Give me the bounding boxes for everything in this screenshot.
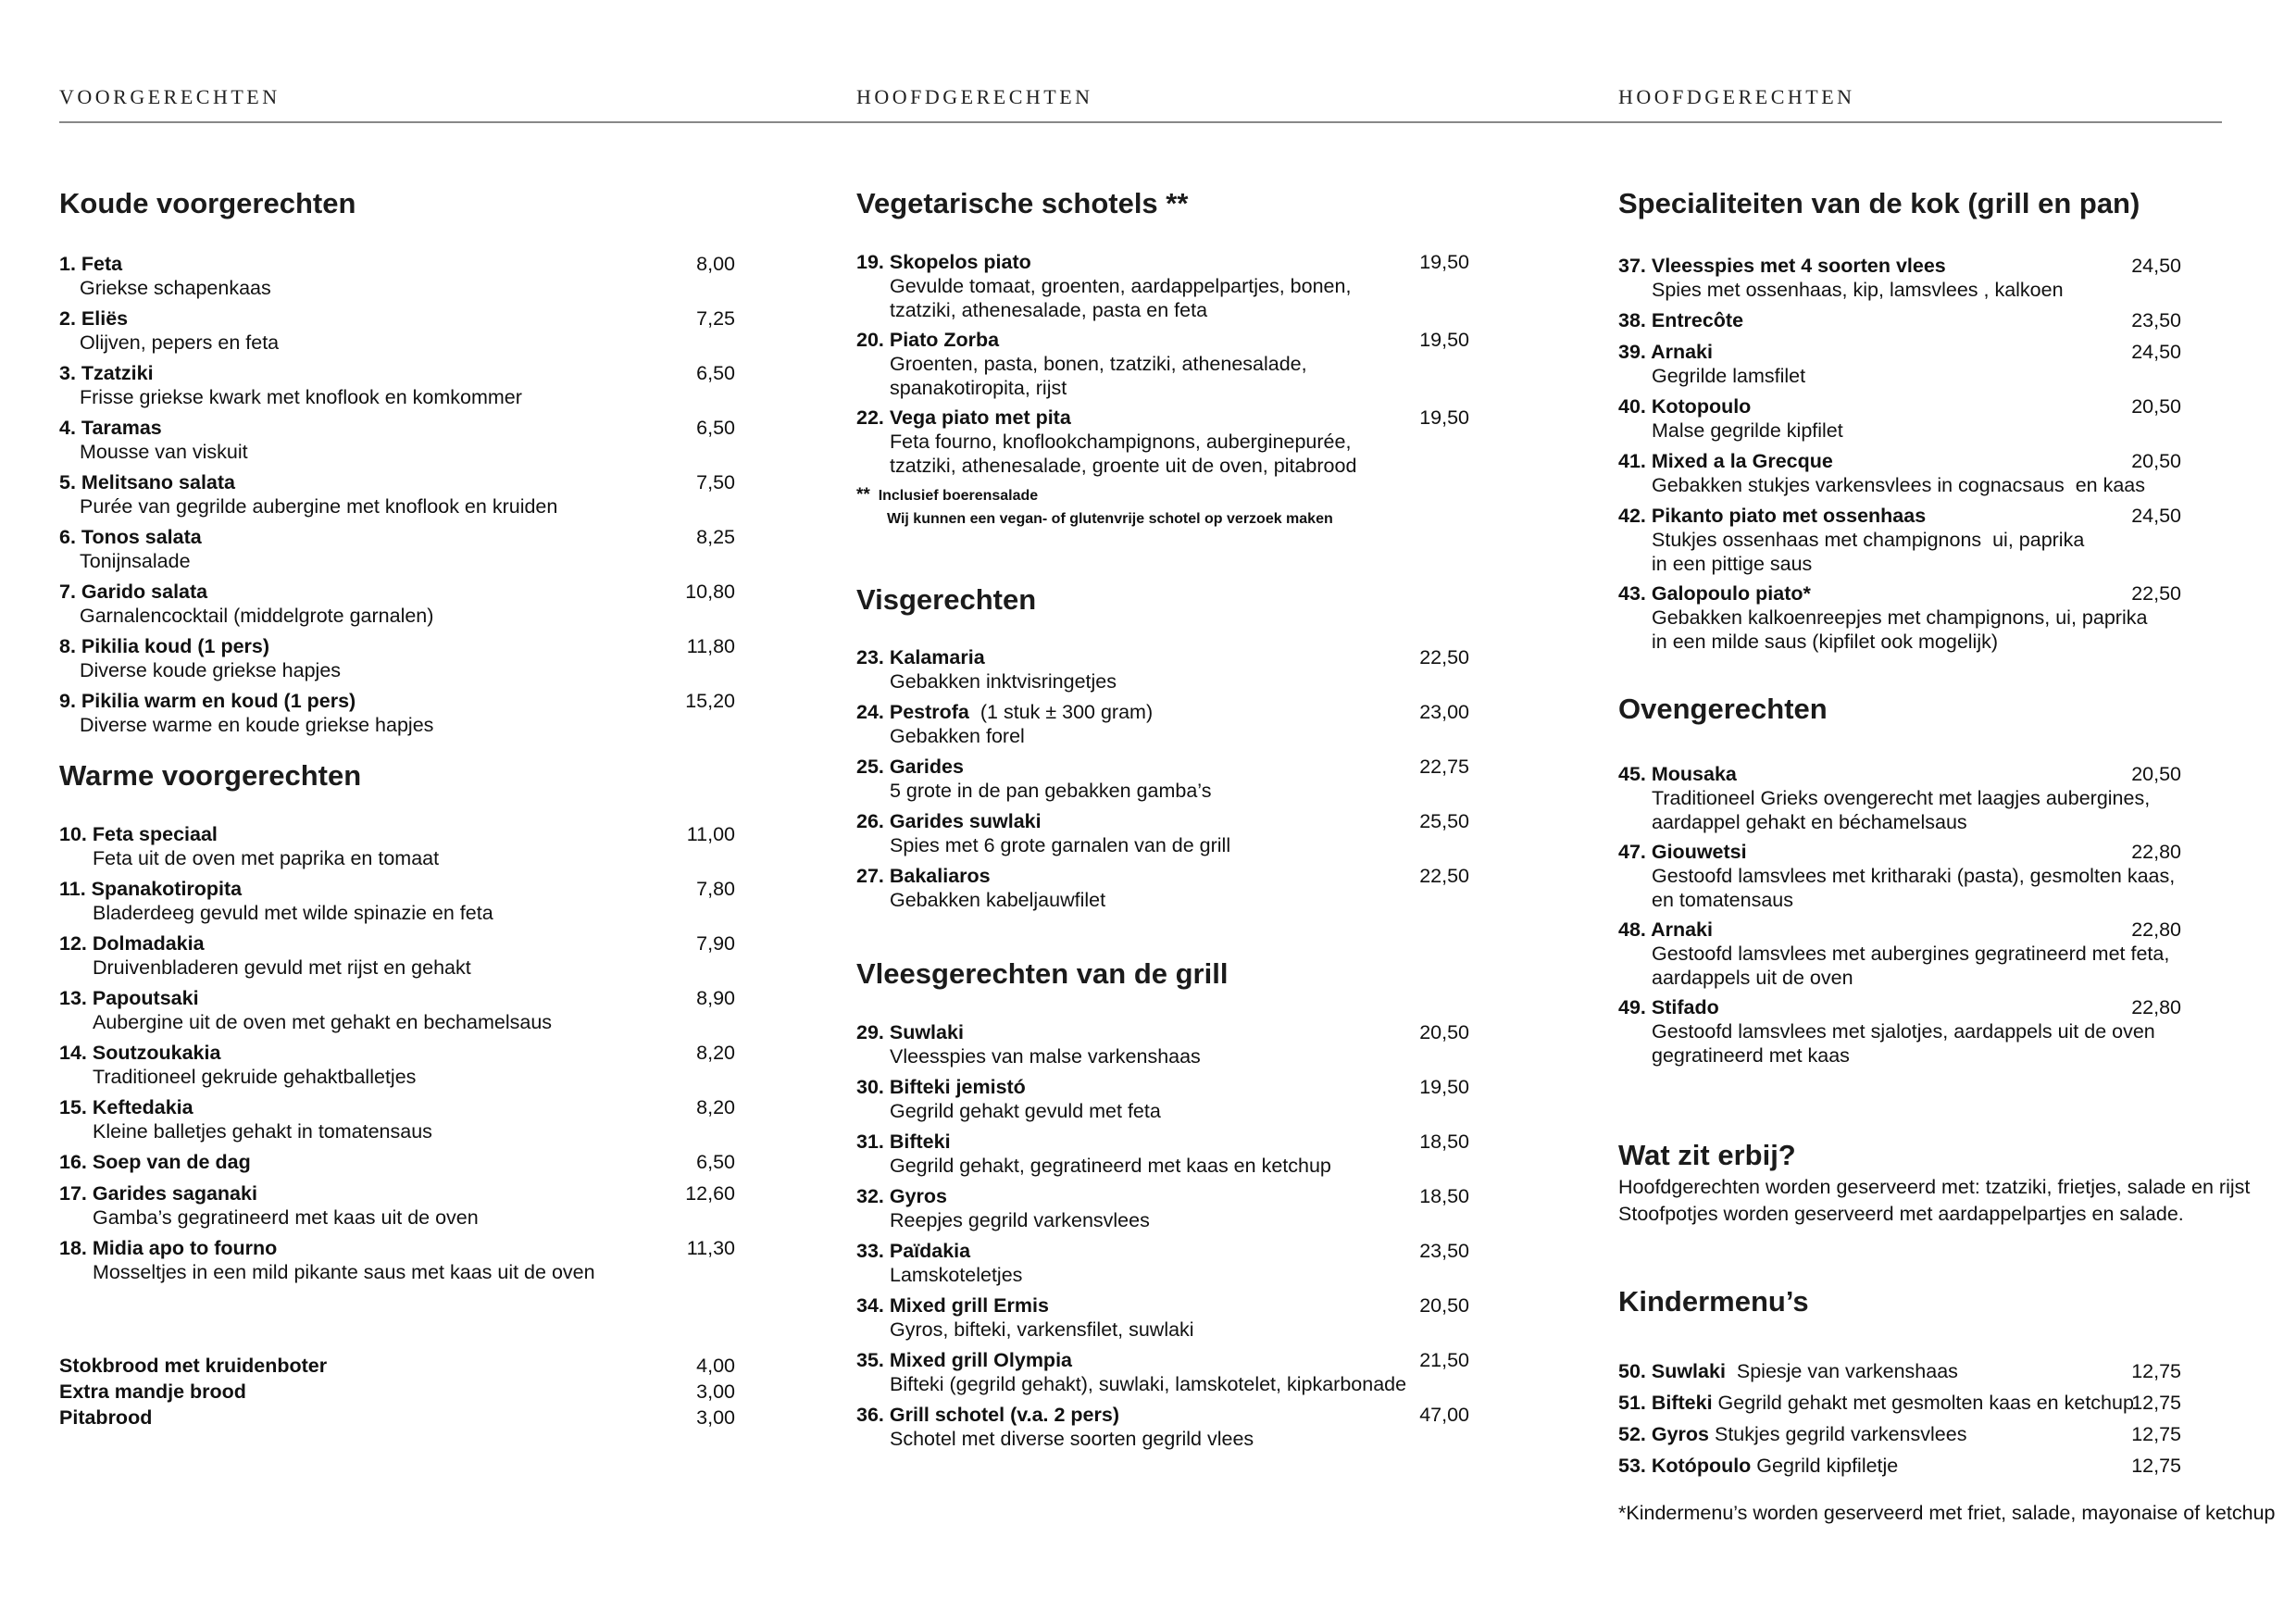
- item-price: 4,00: [696, 1355, 735, 1377]
- menu-item: [1618, 918, 2169, 990]
- menu-item: [856, 755, 1211, 803]
- item-name: 49. Stifado: [1618, 996, 1719, 1018]
- item-name: 30. Bifteki jemistó: [856, 1076, 1026, 1098]
- item-price: 12,60: [685, 1182, 735, 1205]
- kids-menu-item: [1618, 1359, 1958, 1383]
- item-desc: Gestoofd lamsvlees met sjalotjes, aardappels uit de oven: [1652, 1020, 2155, 1043]
- item-desc: Gebakken forel: [890, 725, 1025, 747]
- item-name: 33. Païdakia: [856, 1240, 971, 1262]
- menu-item: [1618, 308, 1743, 332]
- kids-menu-item: [1618, 1391, 2134, 1415]
- item-price: 20,50: [2131, 395, 2181, 418]
- item-name: 29. Suwlaki: [856, 1021, 964, 1043]
- item-name: 10. Feta speciaal: [59, 823, 218, 845]
- menu-item: [59, 361, 522, 409]
- item-desc: Gebakken kalkoenreepjes met champignons, ui, paprika: [1652, 606, 2148, 629]
- column-hoofdgerechten-1: [856, 0, 1469, 1624]
- header-hoofdgerechten-1: HOOFDGERECHTEN: [856, 85, 1093, 108]
- item-name: 36. Grill schotel (v.a. 2 pers): [856, 1404, 1119, 1426]
- menu-item: [856, 1020, 1201, 1068]
- item-name: 41. Mixed a la Grecque: [1618, 450, 1833, 472]
- menu-item: [1618, 581, 2147, 654]
- menu-item: [856, 864, 1105, 912]
- menu-item: [856, 1075, 1161, 1123]
- item-desc: Bifteki (gegrild gehakt), suwlaki, lamskotelet, kipkarbonade: [890, 1373, 1407, 1395]
- item-name: Stokbrood met kruidenboter: [59, 1355, 328, 1377]
- item-name: 27. Bakaliaros: [856, 865, 991, 887]
- item-name: 52. Gyros: [1618, 1423, 1709, 1445]
- item-price: 7,50: [696, 471, 735, 493]
- menu-item: [856, 809, 1230, 857]
- veg-note-1: [856, 485, 1038, 506]
- item-desc: Traditioneel Grieks ovengerecht met laagjes aubergines,: [1652, 787, 2151, 809]
- item-desc: Bladerdeeg gevuld met wilde spinazie en feta: [93, 902, 493, 924]
- item-price: 7,80: [696, 878, 735, 900]
- item-price: 47,00: [1419, 1404, 1469, 1426]
- item-price: 20,50: [1419, 1021, 1469, 1043]
- item-desc: Malse gegrilde kipfilet: [1652, 419, 1843, 442]
- item-name: 51. Bifteki: [1618, 1392, 1713, 1414]
- item-price: 8,25: [696, 526, 735, 548]
- item-name: 40. Kotopoulo: [1618, 395, 1752, 418]
- menu-item: [59, 306, 279, 355]
- item-price: 19,50: [1419, 251, 1469, 273]
- item-desc: tzatziki, athenesalade, pasta en feta: [890, 299, 1208, 321]
- item-desc: Schotel met diverse soorten gegrild vlees: [890, 1428, 1254, 1450]
- item-price: 20,50: [1419, 1294, 1469, 1317]
- column-voorgerechten: [59, 0, 735, 1624]
- section-title-wat-zit-erbij: Wat zit erbij?: [1618, 1139, 1796, 1171]
- item-desc: Frisse griekse kwark met knoflook en komkommer: [80, 386, 522, 408]
- menu-item: [856, 1130, 1331, 1178]
- section-title-specialiteiten: Specialiteiten van de kok (grill en pan): [1618, 187, 2140, 219]
- menu-item: [1618, 840, 2175, 912]
- kids-menu-item: [1618, 1454, 1898, 1478]
- item-name: 38. Entrecôte: [1618, 309, 1744, 331]
- menu-item: [856, 645, 1117, 693]
- extra-item: [59, 1405, 152, 1430]
- item-price: 11,80: [686, 635, 735, 657]
- note-text: Inclusief boerensalade: [878, 488, 1039, 504]
- item-price: 8,00: [696, 253, 735, 275]
- item-desc: Mousse van viskuit: [80, 441, 248, 463]
- menu-item: [856, 1293, 1194, 1342]
- menu-item: [59, 252, 271, 300]
- item-desc: en tomatensaus: [1652, 889, 1793, 911]
- item-extra: (1 stuk ± 300 gram): [968, 701, 1154, 723]
- item-name: 2. Eliës: [59, 307, 129, 330]
- item-desc: Gestoofd lamsvlees met aubergines gegratineerd met feta,: [1652, 943, 2170, 965]
- section-title-vis: Visgerechten: [856, 583, 1037, 616]
- item-price: 19,50: [1419, 329, 1469, 351]
- item-price: 12,75: [2131, 1392, 2181, 1414]
- extra-item: [59, 1354, 327, 1378]
- menu-item: [59, 1041, 416, 1089]
- item-name: 13. Papoutsaki: [59, 987, 199, 1009]
- kids-menu-note: *Kindermenu’s worden geserveerd met friet, salade, mayonaise of ketchup: [1618, 1502, 2276, 1524]
- extra-item: [59, 1380, 246, 1404]
- item-desc: tzatziki, athenesalade, groente uit de oven, pitabrood: [890, 455, 1357, 477]
- item-desc: Lamskoteletjes: [890, 1264, 1023, 1286]
- kids-menu-item: [1618, 1422, 1966, 1446]
- item-price: 19,50: [1419, 406, 1469, 429]
- item-desc: Gebakken stukjes varkensvlees in cognacsaus en kaas: [1652, 474, 2146, 496]
- item-price: 12,75: [2131, 1455, 2181, 1477]
- item-desc: Diverse warme en koude griekse hapjes: [80, 714, 434, 736]
- item-desc: gegratineerd met kaas: [1652, 1044, 1850, 1067]
- item-price: 22,50: [1419, 646, 1469, 668]
- header-hoofdgerechten-2: HOOFDGERECHTEN: [1618, 85, 1855, 108]
- item-desc: Tonijnsalade: [80, 550, 191, 572]
- item-desc: Stukjes ossenhaas met champignons ui, paprika: [1652, 529, 2085, 551]
- item-desc: Gebakken inktvisringetjes: [890, 670, 1117, 693]
- item-name: 31. Bifteki: [856, 1131, 951, 1153]
- item-name: Extra mandje brood: [59, 1380, 246, 1403]
- item-price: 24,50: [2131, 505, 2181, 527]
- item-name: 1. Feta: [59, 253, 123, 275]
- menu-item: [1618, 394, 1843, 443]
- item-name: 42. Pikanto piato met ossenhaas: [1618, 505, 1927, 527]
- item-price: 3,00: [696, 1406, 735, 1429]
- wat-zit-erbij-line-1: Hoofdgerechten worden geserveerd met: tzatziki, frietjes, salade en rijst: [1618, 1176, 2251, 1198]
- menu-item: [856, 700, 1153, 748]
- item-price: 22,80: [2131, 996, 2181, 1018]
- menu-item: [856, 250, 1351, 322]
- item-desc: Feta uit de oven met paprika en tomaat: [93, 847, 440, 869]
- section-title-koude: Koude voorgerechten: [59, 187, 356, 219]
- item-desc: Garnalencocktail (middelgrote garnalen): [80, 605, 434, 627]
- item-price: 24,50: [2131, 341, 2181, 363]
- item-desc: Aubergine uit de oven met gehakt en bechamelsaus: [93, 1011, 553, 1033]
- item-desc: in een milde saus (kipfilet ook mogelijk): [1652, 631, 1999, 653]
- section-title-warme: Warme voorgerechten: [59, 759, 362, 792]
- item-price: 18,50: [1419, 1185, 1469, 1207]
- item-desc: aardappels uit de oven: [1652, 967, 1853, 989]
- item-desc: Gestoofd lamsvlees met kritharaki (pasta), gesmolten kaas,: [1652, 865, 2176, 887]
- item-price: 12,75: [2131, 1423, 2181, 1445]
- veg-note-2: Wij kunnen een vegan- of glutenvrije schotel op verzoek maken: [887, 511, 1333, 527]
- item-desc: Druivenbladeren gevuld met rijst en gehakt: [93, 956, 471, 979]
- item-name: 18. Midia apo to fourno: [59, 1237, 278, 1259]
- item-price: 10,80: [685, 581, 735, 603]
- item-name: 32. Gyros: [856, 1185, 947, 1207]
- item-name: 47. Giouwetsi: [1618, 841, 1747, 863]
- item-name: 15. Keftedakia: [59, 1096, 193, 1118]
- item-desc: Gegrild kipfiletje: [1751, 1455, 1899, 1477]
- item-price: 22,75: [1419, 756, 1469, 778]
- item-desc: Purée van gegrilde aubergine met knoflook en kruiden: [80, 495, 558, 518]
- item-price: 7,25: [696, 307, 735, 330]
- item-desc: Spiesje van varkenshaas: [1725, 1360, 1958, 1382]
- item-desc: Gegrild gehakt, gegratineerd met kaas en ketchup: [890, 1155, 1331, 1177]
- menu-item: [59, 580, 433, 628]
- item-price: 23,50: [2131, 309, 2181, 331]
- item-price: 11,30: [686, 1237, 735, 1259]
- menu-item: [59, 1181, 479, 1230]
- menu-item: [856, 328, 1307, 400]
- menu-item: [59, 470, 557, 518]
- item-name: 6. Tonos salata: [59, 526, 202, 548]
- item-name: 11. Spanakotiropita: [59, 878, 243, 900]
- menu-item: [59, 1095, 432, 1143]
- item-desc: Feta fourno, knoflookchampignons, auberginepurée,: [890, 431, 1352, 453]
- item-desc: Gegrild gehakt gevuld met feta: [890, 1100, 1161, 1122]
- item-price: 15,20: [685, 690, 735, 712]
- item-desc: Stukjes gegrild varkensvlees: [1709, 1423, 1967, 1445]
- menu-item: [59, 1236, 595, 1284]
- item-name: 8. Pikilia koud (1 pers): [59, 635, 270, 657]
- menu-item: [59, 822, 439, 870]
- item-name: 4. Taramas: [59, 417, 162, 439]
- item-desc: Spies met 6 grote garnalen van de grill: [890, 834, 1231, 856]
- item-price: 21,50: [1419, 1349, 1469, 1371]
- item-name: Pitabrood: [59, 1406, 153, 1429]
- item-name: 5. Melitsano salata: [59, 471, 235, 493]
- item-name: 50. Suwlaki: [1618, 1360, 1726, 1382]
- menu-item: [59, 986, 552, 1034]
- item-price: 8,20: [696, 1096, 735, 1118]
- menu-item: [1618, 254, 2064, 302]
- item-price: 22,80: [2131, 841, 2181, 863]
- item-name: 39. Arnaki: [1618, 341, 1713, 363]
- item-price: 6,50: [696, 362, 735, 384]
- item-price: 8,20: [696, 1042, 735, 1064]
- section-title-vegetarisch: Vegetarische schotels **: [856, 187, 1189, 219]
- item-name: 43. Galopoulo piato*: [1618, 582, 1811, 605]
- section-title-kindermenu: Kindermenu’s: [1618, 1285, 1809, 1318]
- item-price: 25,50: [1419, 810, 1469, 832]
- menu-item: [1618, 449, 2145, 497]
- item-desc: Gevulde tomaat, groenten, aardappelpartjes, bonen,: [890, 275, 1352, 297]
- menu-item: [1618, 995, 2155, 1068]
- item-price: 18,50: [1419, 1131, 1469, 1153]
- item-name: 17. Garides saganaki: [59, 1182, 257, 1205]
- item-price: 20,50: [2131, 450, 2181, 472]
- item-desc: Reepjes gegrild varkensvlees: [890, 1209, 1150, 1231]
- item-price: 7,90: [696, 932, 735, 955]
- menu-item: [1618, 762, 2150, 834]
- item-desc: Gegrilde lamsfilet: [1652, 365, 1806, 387]
- item-price: 3,00: [696, 1380, 735, 1403]
- item-name: 7. Garido salata: [59, 581, 208, 603]
- item-name: 19. Skopelos piato: [856, 251, 1031, 273]
- item-desc: Spies met ossenhaas, kip, lamsvlees , kalkoen: [1652, 279, 2064, 301]
- section-title-grill: Vleesgerechten van de grill: [856, 957, 1229, 990]
- item-name: 34. Mixed grill Ermis: [856, 1294, 1049, 1317]
- item-desc: Mosseltjes in een mild pikante saus met kaas uit de oven: [93, 1261, 595, 1283]
- item-desc: Gebakken kabeljauwfilet: [890, 889, 1106, 911]
- menu-item: [59, 416, 248, 464]
- item-price: 23,00: [1419, 701, 1469, 723]
- item-name: 9. Pikilia warm en koud (1 pers): [59, 690, 356, 712]
- menu-item: [59, 634, 341, 682]
- item-desc: in een pittige saus: [1652, 553, 1813, 575]
- item-desc: 5 grote in de pan gebakken gamba’s: [890, 780, 1212, 802]
- item-price: 20,50: [2131, 763, 2181, 785]
- item-name: 53. Kotópoulo: [1618, 1455, 1752, 1477]
- menu-item: [856, 1239, 1022, 1287]
- item-price: 6,50: [696, 417, 735, 439]
- item-price: 23,50: [1419, 1240, 1469, 1262]
- menu-item: [856, 1348, 1406, 1396]
- item-name: 45. Mousaka: [1618, 763, 1737, 785]
- menu-item: [59, 525, 202, 573]
- item-name: 25. Garides: [856, 756, 964, 778]
- item-desc: Traditioneel gekruide gehaktballetjes: [93, 1066, 417, 1088]
- menu-item: [856, 406, 1356, 478]
- menu-item: [1618, 504, 2084, 576]
- item-desc: Olijven, pepers en feta: [80, 331, 280, 354]
- item-desc: spanakotiropita, rijst: [890, 377, 1067, 399]
- item-name: 23. Kalamaria: [856, 646, 985, 668]
- item-name: 24. Pestrofa: [856, 701, 969, 723]
- item-price: 24,50: [2131, 255, 2181, 277]
- item-name: 14. Soutzoukakia: [59, 1042, 221, 1064]
- item-price: 22,50: [2131, 582, 2181, 605]
- wat-zit-erbij-line-2: Stoofpotjes worden geserveerd met aardappelpartjes en salade.: [1618, 1203, 2184, 1225]
- menu-item: [856, 1403, 1254, 1451]
- note-mark: **: [856, 485, 870, 505]
- item-price: 22,80: [2131, 918, 2181, 941]
- item-desc: Diverse koude griekse hapjes: [80, 659, 342, 681]
- item-name: 37. Vleesspies met 4 soorten vlees: [1618, 255, 1946, 277]
- item-name: 48. Arnaki: [1618, 918, 1713, 941]
- item-desc: Gegrild gehakt met gesmolten kaas en ketchup: [1712, 1392, 2134, 1414]
- header-voorgerechten: VOORGERECHTEN: [59, 85, 281, 108]
- item-desc: Griekse schapenkaas: [80, 277, 271, 299]
- menu-item: [856, 1184, 1150, 1232]
- item-desc: Kleine balletjes gehakt in tomatensaus: [93, 1120, 432, 1143]
- item-desc: Gyros, bifteki, varkensfilet, suwlaki: [890, 1318, 1194, 1341]
- menu-item: [59, 1150, 251, 1174]
- item-name: 35. Mixed grill Olympia: [856, 1349, 1072, 1371]
- menu-item: [59, 931, 471, 980]
- item-name: 16. Soep van de dag: [59, 1151, 251, 1173]
- item-name: 3. Tzatziki: [59, 362, 154, 384]
- section-title-oven: Ovengerechten: [1618, 693, 1828, 725]
- item-name: 12. Dolmadakia: [59, 932, 205, 955]
- menu-item: [59, 689, 433, 737]
- menu-item: [59, 877, 493, 925]
- item-price: 19,50: [1419, 1076, 1469, 1098]
- column-hoofdgerechten-2: [1618, 0, 2285, 1624]
- item-desc: Gamba’s gegratineerd met kaas uit de oven: [93, 1206, 479, 1229]
- item-desc: aardappel gehakt en béchamelsaus: [1652, 811, 1967, 833]
- item-price: 6,50: [696, 1151, 735, 1173]
- menu-item: [1618, 340, 1805, 388]
- item-price: 22,50: [1419, 865, 1469, 887]
- item-desc: Vleesspies van malse varkenshaas: [890, 1045, 1201, 1068]
- item-desc: Groenten, pasta, bonen, tzatziki, athenesalade,: [890, 353, 1307, 375]
- item-name: 20. Piato Zorba: [856, 329, 1000, 351]
- item-name: 22. Vega piato met pita: [856, 406, 1071, 429]
- item-price: 12,75: [2131, 1360, 2181, 1382]
- item-name: 26. Garides suwlaki: [856, 810, 1042, 832]
- item-price: 8,90: [696, 987, 735, 1009]
- item-price: 11,00: [686, 823, 735, 845]
